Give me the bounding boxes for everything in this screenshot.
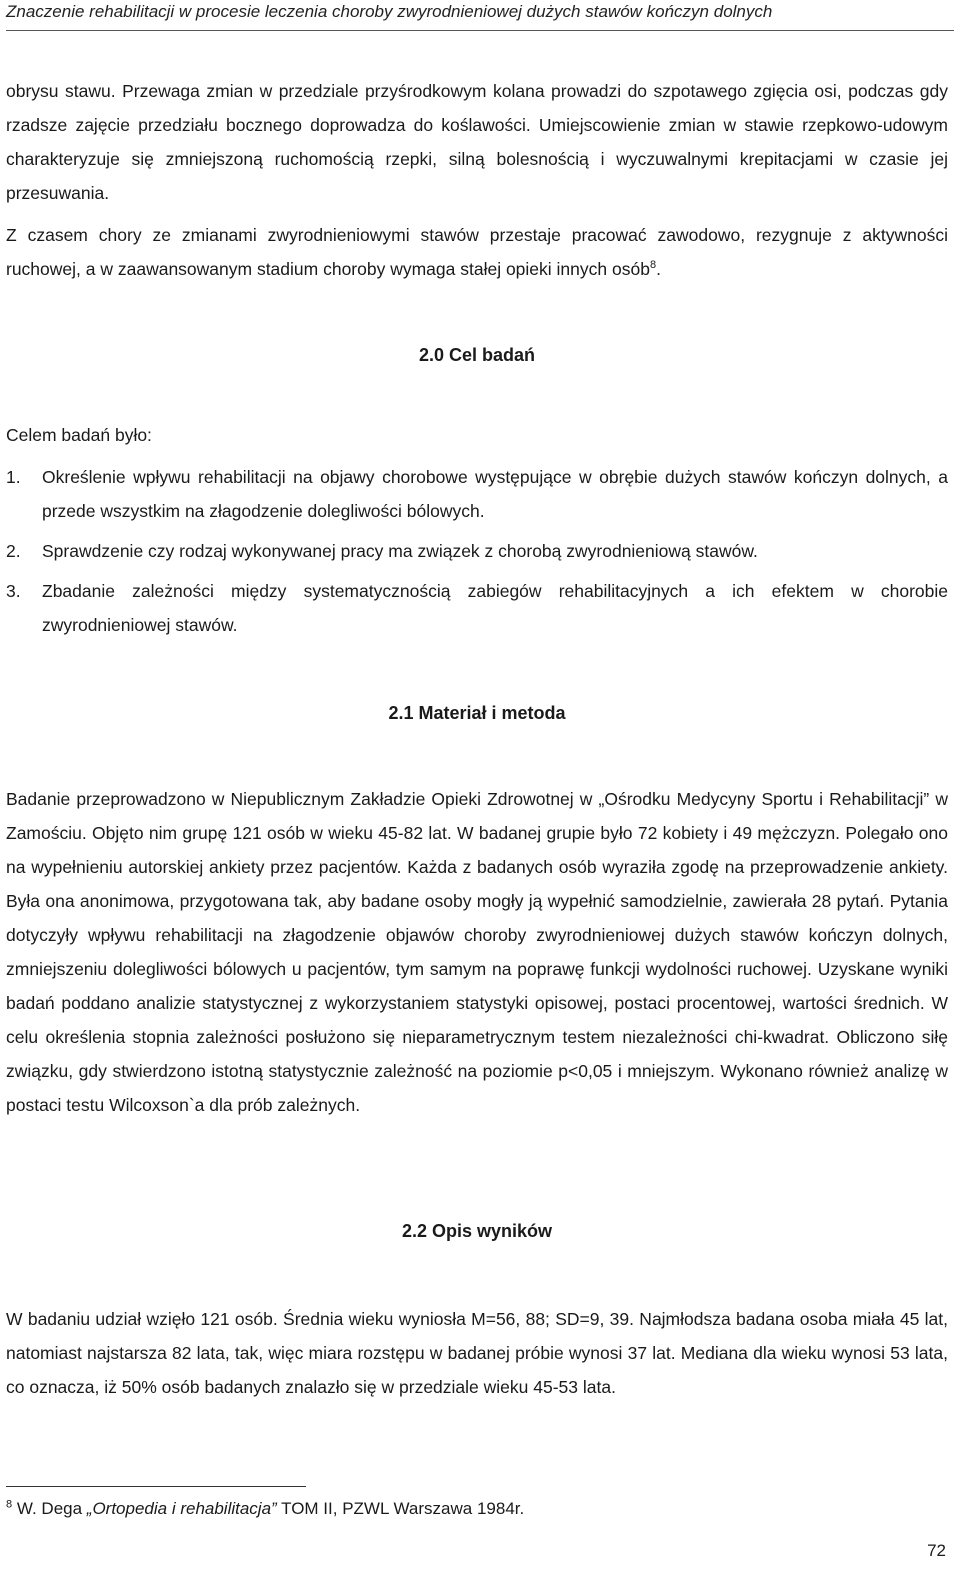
footnote: [6, 1494, 524, 1524]
heading-opis-wynikow: 2.2 Opis wyników: [401, 1221, 553, 1241]
paragraph-wyniki: W badaniu udział wzięło 121 osób. Średnia wieku wyniosła M=56, 88; SD=9, 39. Najmłodsza badana osoba miała 45 lat, natomiast najstarsza 82 lata, tak, więc miara rozstępu w badanej próbie wynosi 37 lat. Mediana dla wieku wynosi 53 lata, co oznacza, iż 50% osób badanych znalazło się w przedziale wieku 45-53 lata.: [6, 1309, 948, 1397]
list-item-text: Zbadanie zależności między systematycznością zabiegów rehabilitacyjnych a ich efektem w chorobie zwyrodnieniowej stawów.: [42, 581, 948, 635]
footnote-title: „Ortopedia i rehabilitacja”: [86, 1499, 277, 1518]
list-item-number: 1.: [6, 467, 21, 487]
paragraph-z-czasem: [6, 218, 948, 286]
footnote-ref-8[interactable]: 8: [649, 259, 657, 272]
paragraph-material: Badanie przeprowadzono w Niepublicznym Zakładzie Opieki Zdrowotnej w „Ośrodku Medycyny Sportu i Rehabilitacji” w Zamościu. Objęto nim grupę 121 osób w wieku 45-82 lat. W badanej grupie było 72 kobiety i 49 mężczyzn. Polegało ono na wypełnieniu autorskiej ankiety przez pacjentów. Każda z badanych osób wyraziła zgodę na przeprowadzenie ankiety. Była ona anonimowa, przygotowana tak, aby badane osoby mogły ją wypełnić samodzielnie, zawierała 28 pytań. Pytania dotyczyły wpływu rehabilitacji na złagodzenie objawów choroby zwyrodnieniowej dużych stawów kończyn dolnych, zmniejszeniu dolegliwości bólowych u pacjentów, tym samym na poprawę funkcji wydolności ruchowej. Uzyskane wyniki badań poddano analizie statystycznej z wykorzystaniem statystyki opisowej, postaci procentowej, wartości średnich. W celu określenia stopnia zależności posłużono się nieparametrycznym testem niezależności chi-kwadrat. Obliczono siłę związku, gdy stwierdzono istotną statystycznie zależność na poziomie p<0,05 i mniejszym. Wykonano również analizę w postaci testu Wilcoxson`a dla prób zależnych.: [6, 789, 948, 1115]
running-header: Znaczenie rehabilitacji w procesie leczenia choroby zwyrodnieniowej dużych stawów kończyn dolnych: [6, 2, 773, 21]
list-item-number: 2.: [6, 541, 21, 561]
cel-lead: Celem badań było:: [6, 425, 152, 445]
list-item-text: Określenie wpływu rehabilitacji na objawy chorobowe występujące w obrębie dużych stawów kończyn dolnych, a przede wszystkim na złagodzenie dolegliwości bólowych.: [42, 467, 948, 521]
paragraph-intro: obrysu stawu. Przewaga zmian w przedziale przyśrodkowym kolana prowadzi do szpotawego zgięcia osi, podczas gdy rzadsze zajęcie przedziału bocznego doprowadza do koślawości. Umiejscowienie zmian w stawie rzepkowo-udowym charakteryzuje się zmniejszoną ruchomością rzepki, silną bolesnością i wyczuwalnymi krepitacjami w czasie jej przesuwania.: [6, 81, 948, 203]
list-item: [6, 574, 948, 642]
footnote-number: 8: [6, 1498, 13, 1511]
list-item-text: Sprawdzenie czy rodzaj wykonywanej pracy ma związek z chorobą zwyrodnieniową stawów.: [42, 541, 758, 561]
footnote-rule: [6, 1486, 306, 1487]
list-item: [6, 534, 948, 568]
list-item-number: 3.: [6, 581, 21, 601]
goals-list: [6, 460, 948, 642]
footnote-rest: TOM II, PZWL Warszawa 1984r.: [276, 1499, 525, 1518]
heading-cel-badan: 2.0 Cel badań: [418, 345, 536, 365]
heading-material-i-metoda: 2.1 Materiał i metoda: [388, 703, 566, 723]
paragraph-z-text: Z czasem chory ze zmianami zwyrodnieniowymi stawów przestaje pracować zawodowo, rezygnuje z aktywności ruchowej, a w zaawansowanym stadium choroby wymaga stałej opieki innych osób: [6, 225, 948, 279]
footnote-author: W. Dega: [16, 1499, 87, 1518]
header-rule: [6, 30, 954, 31]
page-number: 72: [927, 1541, 946, 1560]
paragraph-z-end: .: [656, 259, 661, 279]
list-item: [6, 460, 948, 528]
page-content: [6, 74, 948, 1404]
